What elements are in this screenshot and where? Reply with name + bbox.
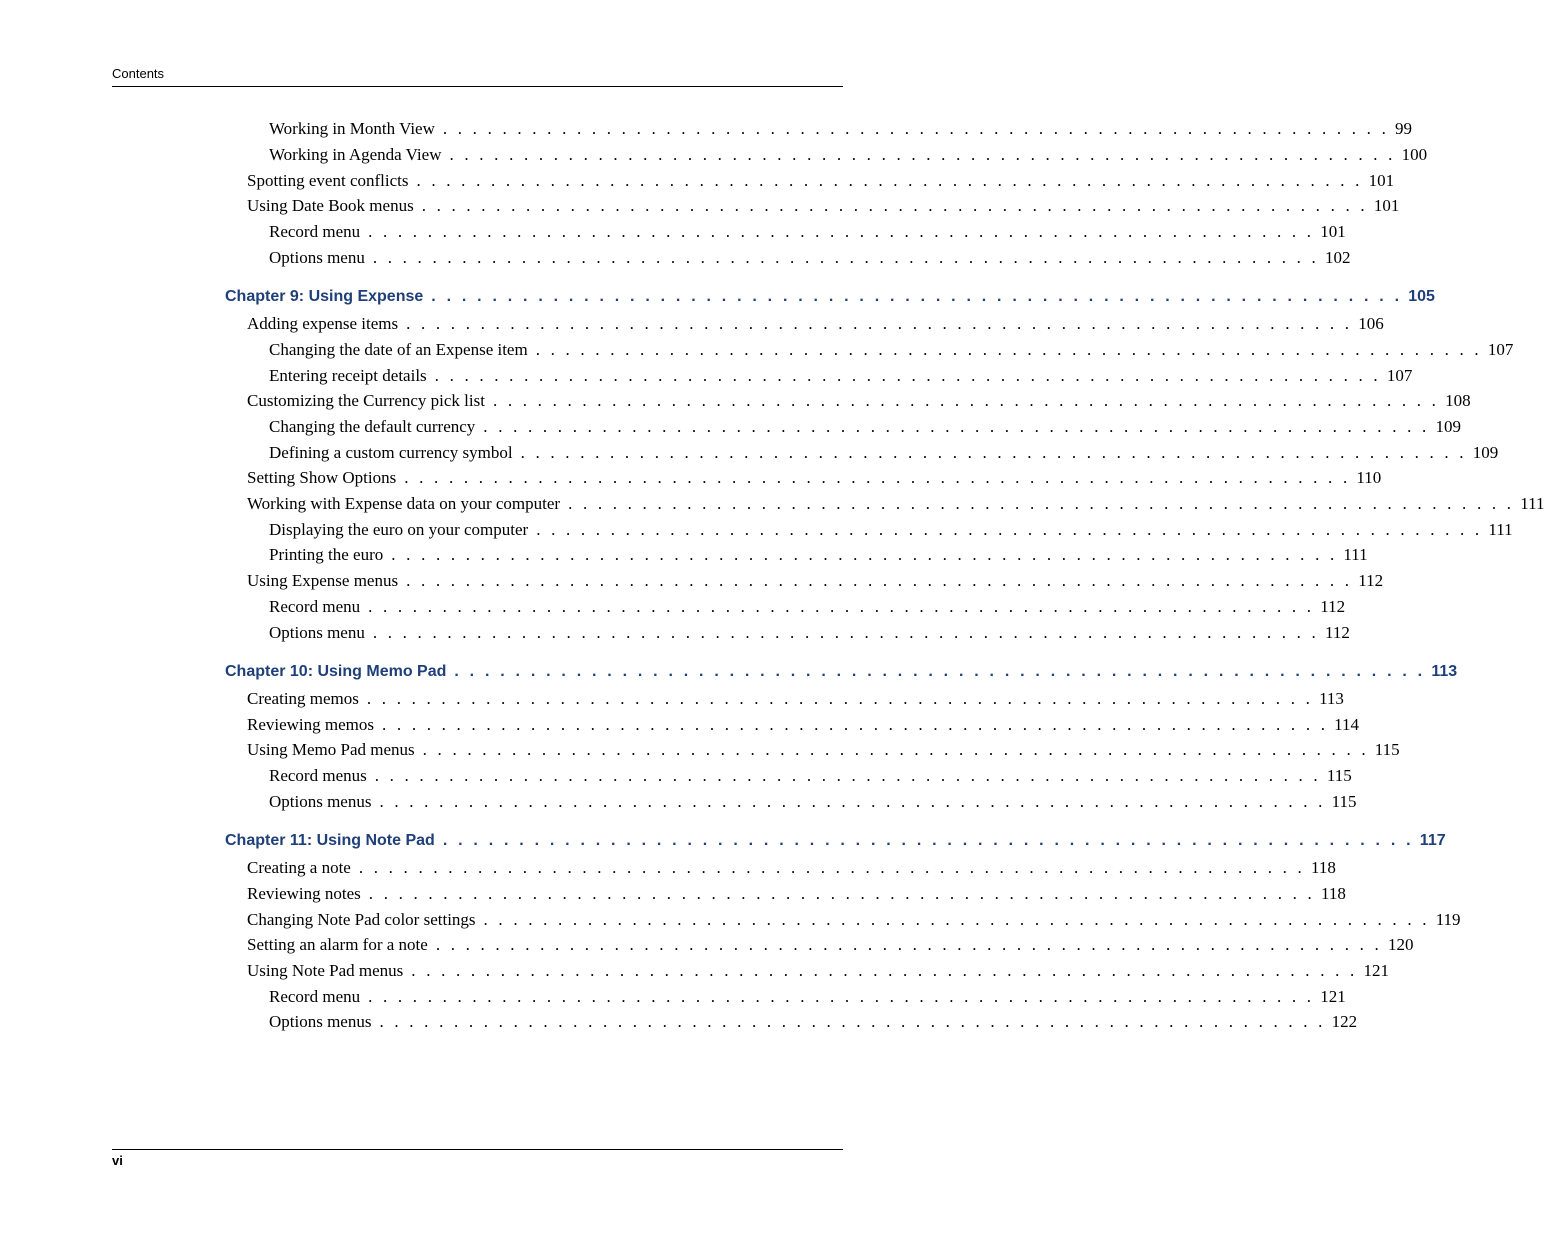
toc-entry-title: Reviewing notes <box>247 884 361 903</box>
toc-entry-page: 102 <box>1325 248 1351 267</box>
toc-entry[interactable] <box>247 935 1414 959</box>
toc-chapter-page: 117 <box>1419 832 1446 849</box>
toc-entry[interactable] <box>269 1012 1358 1036</box>
toc-entry[interactable] <box>269 520 1513 544</box>
leader-dots: . . . . . . . . . . . . . . . . . . . . . . . . . . . . . . . . . . . . . . . . . . . . . . . . . . . . . . . . . . . . . . . . <box>520 443 1467 462</box>
leader-dots: . . . . . . . . . . . . . . . . . . . . . . . . . . . . . . . . . . . . . . . . . . . . . . . . . . . . . . . . . . . . . . . . <box>366 689 1314 708</box>
toc-entry-page: 114 <box>1334 715 1360 734</box>
toc-entry-title: Options menus <box>269 1012 372 1031</box>
leader-dots: . . . . . . . . . . . . . . . . . . . . . . . . . . . . . . . . . . . . . . . . . . . . . . . . . . . . . . . . . . . . . . . . <box>492 391 1440 410</box>
leader-dots: . . . . . . . . . . . . . . . . . . . . . . . . . . . . . . . . . . . . . . . . . . . . . . . . . . . . . . . . . . . . . . . . <box>372 623 1320 642</box>
leader-dots: . . . . . . . . . . . . . . . . . . . . . . . . . . . . . . . . . . . . . . . . . . . . . . . . . . . . . . . . . . . . . . . . <box>406 314 1353 333</box>
toc-entry[interactable] <box>247 494 1544 518</box>
leader-dots: . . . . . . . . . . . . . . . . . . . . . . . . . . . . . . . . . . . . . . . . . . . . . . . . . . . . . . . . . . . . . . . . <box>568 494 1515 513</box>
toc-entry[interactable] <box>269 248 1351 272</box>
toc-entry-title: Options menu <box>269 623 365 642</box>
toc-entry[interactable] <box>247 961 1389 985</box>
toc-entry-page: 118 <box>1320 884 1346 903</box>
toc-entry-title: Record menus <box>269 766 367 785</box>
footer-rule <box>112 1149 843 1150</box>
toc-entry-page: 112 <box>1358 571 1384 590</box>
toc-entry-page: 108 <box>1445 391 1471 410</box>
leader-dots: . . . . . . . . . . . . . . . . . . . . . . . . . . . . . . . . . . . . . . . . . . . . . . . . . . . . . . . . . . . . . . . . <box>379 1012 1326 1031</box>
toc-entry-page: 111 <box>1520 494 1544 513</box>
toc-chapter-title: Chapter 9: Using Expense <box>225 288 424 305</box>
toc-entry-page: 111 <box>1488 520 1513 539</box>
page-number: vi <box>112 1153 123 1168</box>
toc-entry-title: Working in Agenda View <box>269 145 442 164</box>
toc-entry-page: 118 <box>1311 858 1336 877</box>
leader-dots: . . . . . . . . . . . . . . . . . . . . . . . . . . . . . . . . . . . . . . . . . . . . . . . . . . . . . . . . . . . . . . . . <box>411 961 1358 980</box>
toc-entry-page: 119 <box>1435 910 1461 929</box>
toc-entry-title: Options menu <box>269 248 365 267</box>
toc-entry-title: Spotting event conflicts <box>247 171 409 190</box>
toc-entry[interactable] <box>269 145 1428 169</box>
leader-dots: . . . . . . . . . . . . . . . . . . . . . . . . . . . . . . . . . . . . . . . . . . . . . . . . . . . . . . . . . . . . . . . . <box>391 545 1338 564</box>
toc-entry[interactable] <box>269 417 1461 441</box>
toc-chapter-entry[interactable] <box>225 663 1458 687</box>
toc-chapter-page: 105 <box>1408 288 1435 305</box>
running-header: Contents <box>112 66 165 81</box>
leader-dots: . . . . . . . . . . . . . . . . . . . . . . . . . . . . . . . . . . . . . . . . . . . . . . . . . . . . . . . . . . . . . . . . <box>372 248 1320 267</box>
toc-entry-page: 115 <box>1326 766 1352 785</box>
leader-dots: . . . . . . . . . . . . . . . . . . . . . . . . . . . . . . . . . . . . . . . . . . . . . . . . . . . . . . . . . . . . . . . . <box>442 832 1414 849</box>
leader-dots: . . . . . . . . . . . . . . . . . . . . . . . . . . . . . . . . . . . . . . . . . . . . . . . . . . . . . . . . . . . . . . . . <box>421 196 1368 215</box>
toc-entry-title: Setting an alarm for a note <box>247 935 428 954</box>
toc-entry-title: Using Note Pad menus <box>247 961 404 980</box>
toc-entry-title: Using Date Book menus <box>247 196 414 215</box>
toc-chapter-title: Chapter 10: Using Memo Pad <box>225 663 447 680</box>
leader-dots: . . . . . . . . . . . . . . . . . . . . . . . . . . . . . . . . . . . . . . . . . . . . . . . . . . . . . . . . . . . . . . . . <box>404 468 1351 487</box>
toc-entry[interactable] <box>247 910 1461 934</box>
toc-entry[interactable] <box>269 366 1413 390</box>
toc-entry-title: Printing the euro <box>269 545 384 564</box>
toc-entry-title: Record menu <box>269 987 361 1006</box>
toc-entry-page: 101 <box>1368 171 1395 190</box>
toc-entry[interactable] <box>247 391 1471 415</box>
toc-entry-page: 107 <box>1386 366 1413 385</box>
toc-chapter-title: Chapter 11: Using Note Pad <box>225 832 435 849</box>
leader-dots: . . . . . . . . . . . . . . . . . . . . . . . . . . . . . . . . . . . . . . . . . . . . . . . . . . . . . . . . . . . . . . . . <box>449 145 1396 164</box>
toc-entry[interactable] <box>247 689 1344 713</box>
leader-dots: . . . . . . . . . . . . . . . . . . . . . . . . . . . . . . . . . . . . . . . . . . . . . . . . . . . . . . . . . . . . . . . . <box>434 366 1381 385</box>
toc-entry-page: 121 <box>1320 987 1346 1006</box>
toc-entry-title: Entering receipt details <box>269 366 427 385</box>
toc-entry-title: Creating memos <box>247 689 359 708</box>
leader-dots: . . . . . . . . . . . . . . . . . . . . . . . . . . . . . . . . . . . . . . . . . . . . . . . . . . . . . . . . . . . . . . . . <box>406 571 1353 590</box>
leader-dots: . . . . . . . . . . . . . . . . . . . . . . . . . . . . . . . . . . . . . . . . . . . . . . . . . . . . . . . . . . . . . . . . <box>535 340 1482 359</box>
toc-entry-title: Adding expense items <box>247 314 399 333</box>
toc-entry[interactable] <box>269 766 1352 790</box>
leader-dots: . . . . . . . . . . . . . . . . . . . . . . . . . . . . . . . . . . . . . . . . . . . . . . . . . . . . . . . . . . . . . . . . <box>536 520 1483 539</box>
leader-dots: . . . . . . . . . . . . . . . . . . . . . . . . . . . . . . . . . . . . . . . . . . . . . . . . . . . . . . . . . . . . . . . . <box>368 597 1315 616</box>
toc-entry-title: Changing Note Pad color settings <box>247 910 476 929</box>
toc-chapter-entry[interactable] <box>225 832 1446 856</box>
toc-entry-title: Working in Month View <box>269 119 435 138</box>
toc-entry-page: 113 <box>1319 689 1344 708</box>
toc-entry-title: Displaying the euro on your computer <box>269 520 529 539</box>
leader-dots: . . . . . . . . . . . . . . . . . . . . . . . . . . . . . . . . . . . . . . . . . . . . . . . . . . . . . . . . . . . . . . . . <box>379 792 1326 811</box>
toc-entry-page: 112 <box>1320 597 1346 616</box>
toc-entry[interactable] <box>247 884 1346 908</box>
leader-dots: . . . . . . . . . . . . . . . . . . . . . . . . . . . . . . . . . . . . . . . . . . . . . . . . . . . . . . . . . . . . . . . . <box>368 987 1315 1006</box>
toc-entry[interactable] <box>269 119 1413 143</box>
toc-chapter-page: 113 <box>1431 663 1458 680</box>
toc-entry[interactable] <box>247 314 1384 338</box>
leader-dots: . . . . . . . . . . . . . . . . . . . . . . . . . . . . . . . . . . . . . . . . . . . . . . . . . . . . . . . . . . . . . . . . <box>442 119 1390 138</box>
toc-entry-page: 101 <box>1373 196 1400 215</box>
toc-entry-page: 115 <box>1374 740 1400 759</box>
toc-entry[interactable] <box>269 792 1357 816</box>
toc-entry[interactable] <box>269 623 1350 647</box>
toc-entry-page: 99 <box>1395 119 1413 138</box>
toc-entry[interactable] <box>269 443 1499 467</box>
toc-entry[interactable] <box>247 740 1400 764</box>
toc-entry-page: 109 <box>1472 443 1499 462</box>
leader-dots: . . . . . . . . . . . . . . . . . . . . . . . . . . . . . . . . . . . . . . . . . . . . . . . . . . . . . . . . . . . . . . . . <box>483 910 1430 929</box>
toc-entry-page: 112 <box>1325 623 1350 642</box>
toc-entry-title: Using Expense menus <box>247 571 399 590</box>
toc-entry-page: 106 <box>1358 314 1384 333</box>
toc-entry[interactable] <box>269 545 1368 569</box>
leader-dots: . . . . . . . . . . . . . . . . . . . . . . . . . . . . . . . . . . . . . . . . . . . . . . . . . . . . . . . . . . . . . . . . <box>454 663 1426 680</box>
toc-entry-title: Changing the date of an Expense item <box>269 340 528 359</box>
toc-entry[interactable] <box>269 340 1514 364</box>
toc-entry-title: Using Memo Pad menus <box>247 740 415 759</box>
leader-dots: . . . . . . . . . . . . . . . . . . . . . . . . . . . . . . . . . . . . . . . . . . . . . . . . . . . . . . . . . . . . . . . . <box>435 935 1382 954</box>
toc-entry[interactable] <box>269 222 1346 246</box>
toc-entry[interactable] <box>247 715 1360 739</box>
leader-dots: . . . . . . . . . . . . . . . . . . . . . . . . . . . . . . . . . . . . . . . . . . . . . . . . . . . . . . . . . . . . . . . . <box>416 171 1363 190</box>
toc-entry-title: Reviewing memos <box>247 715 375 734</box>
toc-entry-page: 107 <box>1487 340 1514 359</box>
toc-entry-title: Creating a note <box>247 858 351 877</box>
toc-entry-page: 109 <box>1435 417 1461 436</box>
toc-entry-page: 111 <box>1343 545 1368 564</box>
toc-entry-title: Options menus <box>269 792 372 811</box>
leader-dots: . . . . . . . . . . . . . . . . . . . . . . . . . . . . . . . . . . . . . . . . . . . . . . . . . . . . . . . . . . . . . . . . <box>358 858 1306 877</box>
toc-entry[interactable] <box>247 468 1382 492</box>
toc-entry-title: Customizing the Currency pick list <box>247 391 485 410</box>
header-rule <box>112 86 843 87</box>
toc-entry-page: 110 <box>1356 468 1382 487</box>
toc-entry[interactable] <box>269 987 1346 1011</box>
toc-entry-page: 101 <box>1320 222 1346 241</box>
toc-chapter-entry[interactable] <box>225 288 1435 312</box>
toc-entry-page: 122 <box>1331 1012 1358 1031</box>
toc-entry[interactable] <box>247 858 1336 882</box>
leader-dots: . . . . . . . . . . . . . . . . . . . . . . . . . . . . . . . . . . . . . . . . . . . . . . . . . . . . . . . . . . . . . . . . <box>431 288 1403 305</box>
leader-dots: . . . . . . . . . . . . . . . . . . . . . . . . . . . . . . . . . . . . . . . . . . . . . . . . . . . . . . . . . . . . . . . . <box>483 417 1430 436</box>
toc-entry[interactable] <box>269 597 1346 621</box>
toc-entry[interactable] <box>247 571 1384 595</box>
toc-entry-title: Defining a custom currency symbol <box>269 443 513 462</box>
leader-dots: . . . . . . . . . . . . . . . . . . . . . . . . . . . . . . . . . . . . . . . . . . . . . . . . . . . . . . . . . . . . . . . . <box>374 766 1321 785</box>
toc-entry-page: 100 <box>1401 145 1428 164</box>
leader-dots: . . . . . . . . . . . . . . . . . . . . . . . . . . . . . . . . . . . . . . . . . . . . . . . . . . . . . . . . . . . . . . . . <box>368 222 1315 241</box>
toc-entry-title: Record menu <box>269 222 361 241</box>
toc-entry-title: Record menu <box>269 597 361 616</box>
leader-dots: . . . . . . . . . . . . . . . . . . . . . . . . . . . . . . . . . . . . . . . . . . . . . . . . . . . . . . . . . . . . . . . . <box>422 740 1369 759</box>
leader-dots: . . . . . . . . . . . . . . . . . . . . . . . . . . . . . . . . . . . . . . . . . . . . . . . . . . . . . . . . . . . . . . . . <box>368 884 1315 903</box>
leader-dots: . . . . . . . . . . . . . . . . . . . . . . . . . . . . . . . . . . . . . . . . . . . . . . . . . . . . . . . . . . . . . . . . <box>382 715 1329 734</box>
toc-entry-title: Working with Expense data on your computer <box>247 494 561 513</box>
toc-entry-page: 120 <box>1387 935 1414 954</box>
toc-entry-title: Changing the default currency <box>269 417 476 436</box>
toc-entry-page: 121 <box>1363 961 1389 980</box>
toc-entry-title: Setting Show Options <box>247 468 397 487</box>
toc-entry[interactable] <box>247 196 1400 220</box>
toc-entry[interactable] <box>247 171 1395 195</box>
toc-entry-page: 115 <box>1331 792 1357 811</box>
